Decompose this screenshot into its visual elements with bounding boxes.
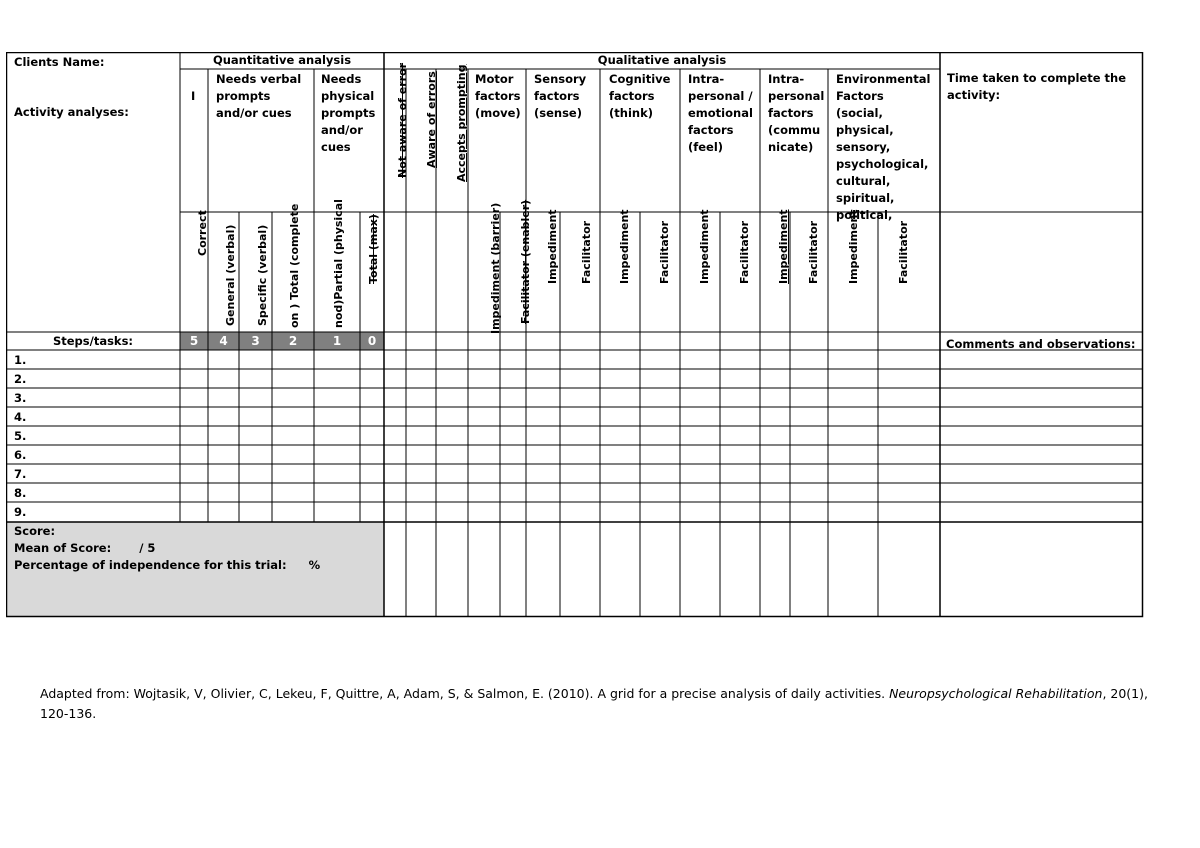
percentage-independence-label: Percentage of independence for this trial: (14, 558, 287, 572)
scale-value-4: 4 (219, 334, 228, 348)
activity-analyses-label: Activity analyses: (14, 105, 129, 119)
motor-factors-header: Motor factors (move) (475, 72, 521, 120)
comments-observations-label: Comments and observations: (946, 337, 1136, 351)
sensory-impediment-subheader: Impediment (546, 209, 559, 284)
scale-value-3: 3 (251, 334, 260, 348)
citation-footer (40, 684, 1170, 724)
citation-journal: Neuropsychological Rehabilitation (889, 686, 1103, 701)
verbal-prompts-header: Needs verbal prompts and/or cues (216, 72, 302, 120)
scale-value-1: 1 (332, 334, 342, 348)
time-taken-label: Time taken to complete the activity: (947, 71, 1127, 102)
environmental-factors-header: Environmental Factors (social, physical, sensory, psychological, cultural, spiritual, political, (836, 72, 931, 222)
mean-of-score-label: Mean of Score: (14, 541, 112, 555)
communicate-facilitator-subheader: Facilitator (807, 220, 820, 284)
clients-name-label: Clients Name: (14, 55, 105, 69)
step-row-1: 1. (14, 353, 27, 367)
emotional-facilitator-subheader: Facilitator (738, 220, 751, 284)
step-row-8: 8. (14, 486, 27, 500)
citation-text: Adapted from: Wojtasik, V, Olivier, C, Lekeu, F, Quittre, A, Adam, S, & Salmon, E. (2010). A grid for a precise analysis of daily activities. (40, 686, 890, 701)
total-max-subheader: Total (max) (367, 214, 380, 284)
aware-of-errors-header: Aware of errors (425, 71, 438, 168)
cognitive-impediment-subheader: Impediment (618, 209, 631, 284)
scale-value-0: 0 (367, 334, 377, 348)
cognitive-facilitator-subheader: Facilitator (658, 220, 671, 284)
sensory-facilitator-subheader: Facilitator (580, 220, 593, 284)
score-label: Score: (14, 524, 56, 538)
step-row-9: 9. (14, 505, 27, 519)
independent-column-header: I (191, 89, 196, 103)
emotional-impediment-subheader: Impediment (698, 209, 711, 284)
specific-verbal-subheader: Specific (verbal) (256, 224, 269, 326)
general-verbal-subheader: General (verbal) (224, 224, 237, 326)
percentage-line (14, 557, 320, 574)
sensory-factors-header: Sensory factors (sense) (534, 72, 587, 120)
qualitative-analysis-title: Qualitative analysis (597, 53, 727, 67)
step-row-4: 4. (14, 410, 27, 424)
partial-physical-subheader: nod)Partial (physical (332, 199, 345, 328)
environmental-facilitator-subheader: Facilitator (897, 220, 910, 284)
citation-volume-pages: , 20(1), 120-136. (40, 686, 1148, 721)
step-row-5: 5. (14, 429, 27, 443)
step-row-7: 7. (14, 467, 27, 481)
intrapersonal-communicate-factors-header: Intra- personal factors (commu nicate) (768, 72, 825, 154)
mean-of-score-suffix: / 5 (139, 541, 156, 555)
total-complete-subheader: on ) Total (complete (288, 203, 301, 328)
communicate-impediment-subheader: Impediment (777, 209, 790, 284)
not-aware-of-error-header: Not aware of error (396, 62, 409, 178)
step-row-6: 6. (14, 448, 27, 462)
steps-tasks-label: Steps/tasks: (52, 334, 134, 348)
scale-value-5: 5 (189, 334, 199, 348)
correct-subheader: Correct (196, 210, 209, 256)
motor-facilitator-subheader: Facilitator (enabler) (519, 199, 532, 324)
motor-impediment-subheader: Impediment (barrier) (489, 202, 502, 334)
accepts-prompting-header: Accepts prompting (455, 64, 468, 182)
percentage-suffix: % (308, 558, 321, 572)
quantitative-analysis-title: Quantitative analysis (212, 53, 352, 67)
step-row-2: 2. (14, 372, 27, 386)
environmental-impediment-subheader: Impediment (847, 209, 860, 284)
cognitive-factors-header: Cognitive factors (think) (609, 72, 671, 120)
physical-prompts-header: Needs physical prompts and/or cues (321, 72, 376, 154)
scale-value-2: 2 (288, 334, 298, 348)
intrapersonal-emotional-factors-header: Intra- personal / emotional factors (feel) (688, 72, 753, 154)
mean-of-score-line (14, 540, 155, 557)
step-row-3: 3. (14, 391, 27, 405)
